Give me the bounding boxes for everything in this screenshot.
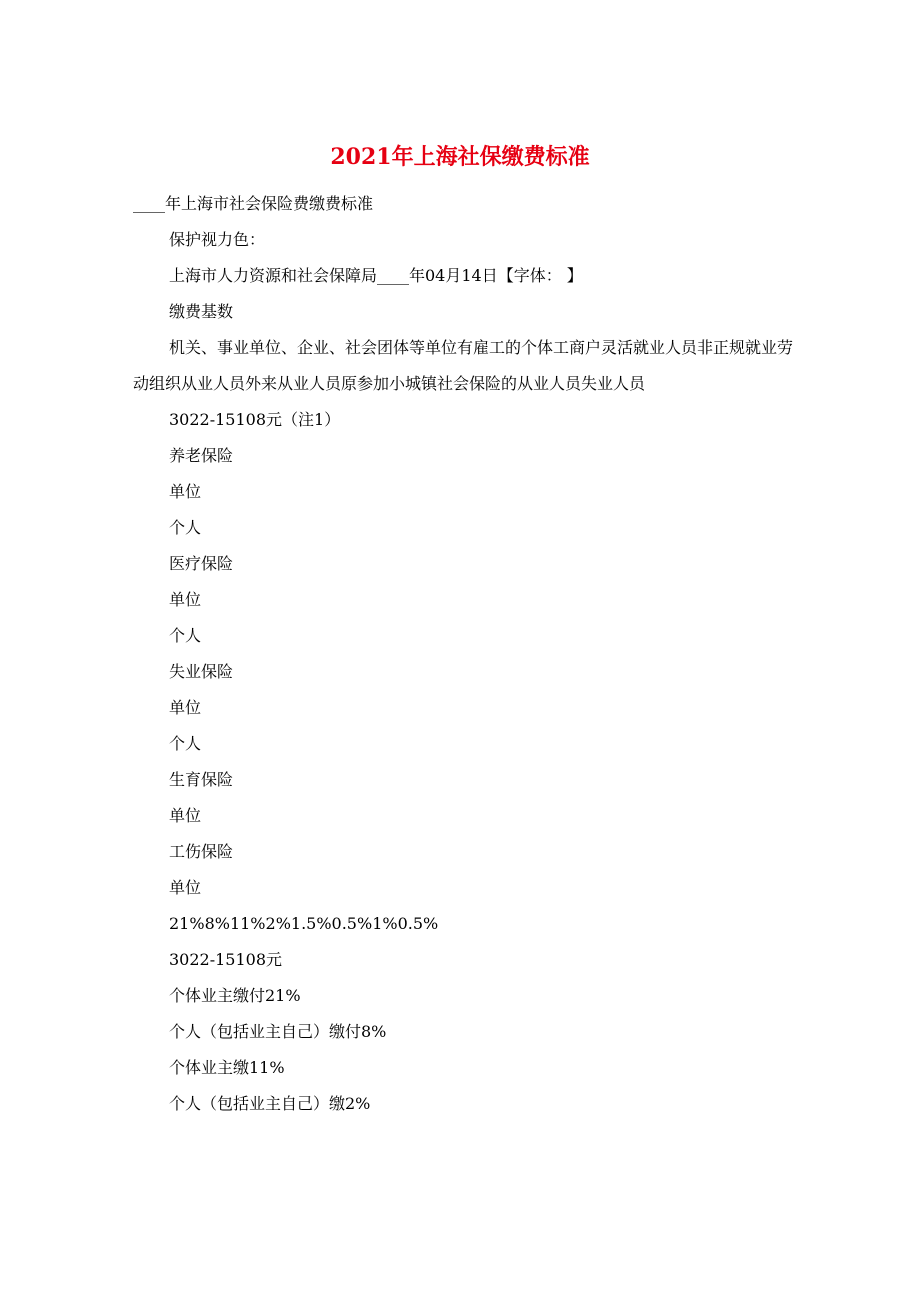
paragraph-medical: 医疗保险 bbox=[169, 554, 234, 573]
paragraph-source-date: 上海市人力资源和社会保障局____年04月14日【字体： 】 bbox=[169, 266, 583, 285]
paragraph-individual: 个人 bbox=[169, 734, 202, 753]
paragraph-unit: 单位 bbox=[169, 482, 202, 501]
paragraph-base-range: 3022-15108元（注1） bbox=[169, 410, 341, 429]
paragraph-individual: 个人 bbox=[169, 518, 202, 537]
paragraph-base-range-short: 3022-15108元 bbox=[169, 950, 283, 969]
paragraph-individual: 个人 bbox=[169, 626, 202, 645]
paragraph-unit: 单位 bbox=[169, 698, 202, 717]
paragraph-individual-medical: 个人（包括业主自己）缴2% bbox=[169, 1094, 371, 1113]
paragraph-unemployment: 失业保险 bbox=[169, 662, 234, 681]
paragraph-contribution-base: 缴费基数 bbox=[169, 302, 234, 321]
paragraph-unit: 单位 bbox=[169, 590, 202, 609]
paragraph-heading: ____年上海市社会保险费缴费标准 bbox=[133, 194, 374, 213]
paragraph-unit: 单位 bbox=[169, 878, 202, 897]
paragraph-owner-pension: 个体业主缴付21% bbox=[169, 986, 301, 1005]
paragraph-maternity: 生育保险 bbox=[169, 770, 234, 789]
paragraph-unit: 单位 bbox=[169, 806, 202, 825]
paragraph-work-injury: 工伤保险 bbox=[169, 842, 234, 861]
paragraph-owner-medical: 个体业主缴11% bbox=[169, 1058, 285, 1077]
paragraph-applicable-units: 机关、事业单位、企业、社会团体等单位有雇工的个体工商户灵活就业人员非正规就业劳动组织从业人员外来从业人员原参加小城镇社会保险的从业人员失业人员 bbox=[133, 338, 794, 393]
document-title: 2021年上海社保缴费标准 bbox=[330, 144, 590, 170]
document-body bbox=[133, 186, 793, 1122]
paragraph-rates: 21%8%11%2%1.5%0.5%1%0.5% bbox=[169, 914, 439, 933]
paragraph-individual-pension: 个人（包括业主自己）缴付8% bbox=[169, 1022, 387, 1041]
paragraph-pension: 养老保险 bbox=[169, 446, 234, 465]
paragraph-eye-protection: 保护视力色： bbox=[169, 230, 266, 249]
